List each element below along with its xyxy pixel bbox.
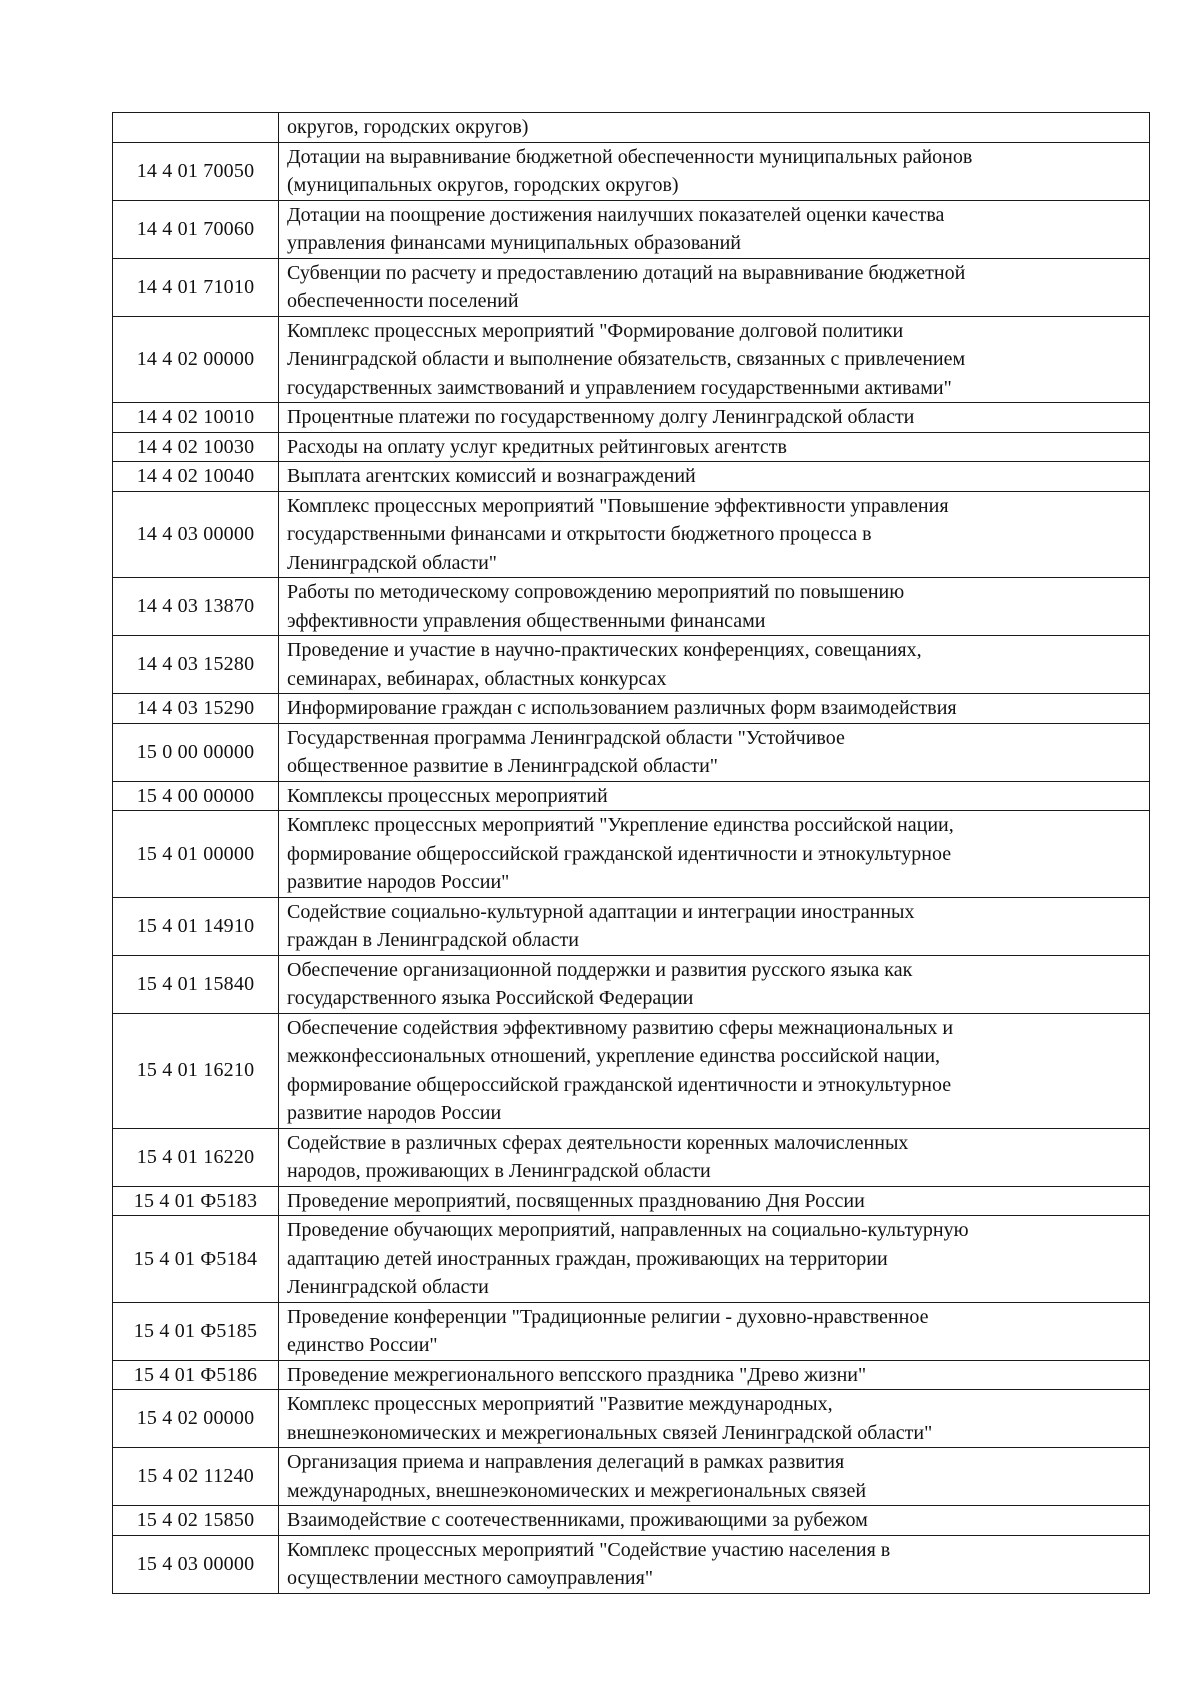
description-line: развитие народов России" <box>287 871 510 893</box>
classification-code: 14 4 03 00000 <box>113 491 279 578</box>
expense-description <box>279 636 1150 694</box>
description-line: Комплекс процессных мероприятий "Формирование долговой политики <box>287 319 904 342</box>
description-line: межконфессиональных отношений, укрепление единства российской нации, <box>287 1045 941 1067</box>
description-line: Комплексы процессных мероприятий <box>287 784 608 807</box>
description-line: обеспеченности поселений <box>287 290 519 312</box>
classification-code: 15 4 02 00000 <box>113 1390 279 1448</box>
table-row <box>113 1360 1150 1390</box>
classification-code: 15 4 02 15850 <box>113 1506 279 1536</box>
table-row <box>113 462 1150 492</box>
description-line: управления финансами муниципальных образований <box>287 232 741 254</box>
classification-code: 15 4 01 Ф5186 <box>113 1360 279 1390</box>
table-row <box>113 781 1150 811</box>
classification-code: 15 4 00 00000 <box>113 781 279 811</box>
expense-description <box>279 1390 1150 1448</box>
classification-code: 15 0 00 00000 <box>113 723 279 781</box>
classification-code: 14 4 02 10010 <box>113 403 279 433</box>
table-row <box>113 694 1150 724</box>
description-line: Расходы на оплату услуг кредитных рейтинговых агентств <box>287 435 787 458</box>
classification-code: 15 4 01 00000 <box>113 811 279 898</box>
classification-code: 14 4 01 71010 <box>113 258 279 316</box>
description-line: Проведение и участие в научно-практических конференциях, совещаниях, <box>287 639 922 661</box>
expense-description <box>279 113 1150 143</box>
table-row <box>113 491 1150 578</box>
expense-description <box>279 432 1150 462</box>
description-line: Обеспечение содействия эффективному развитию сферы межнациональных и <box>287 1016 954 1039</box>
classification-code: 15 4 02 11240 <box>113 1448 279 1506</box>
table-row <box>113 1390 1150 1448</box>
expense-description <box>279 1302 1150 1360</box>
classification-code: 14 4 03 15280 <box>113 636 279 694</box>
table-row <box>113 1506 1150 1536</box>
description-line: Работы по методическому сопровождению мероприятий по повышению <box>287 581 905 603</box>
classification-code: 15 4 01 14910 <box>113 897 279 955</box>
expense-description <box>279 811 1150 898</box>
table-row <box>113 1302 1150 1360</box>
description-line: общественное развитие в Ленинградской области" <box>287 755 718 777</box>
description-line: эффективности управления общественными финансами <box>287 609 766 632</box>
classification-code: 15 4 01 16220 <box>113 1128 279 1186</box>
description-line: Ленинградской области" <box>287 551 497 574</box>
expense-description <box>279 316 1150 403</box>
description-line: Комплекс процессных мероприятий "Повышение эффективности управления <box>287 494 949 517</box>
expense-description <box>279 1186 1150 1216</box>
expense-description <box>279 1448 1150 1506</box>
classification-code: 14 4 03 13870 <box>113 578 279 636</box>
expense-description <box>279 723 1150 781</box>
table-row <box>113 1186 1150 1216</box>
description-line: Дотации на выравнивание бюджетной обеспеченности муниципальных районов <box>287 145 973 168</box>
expense-description <box>279 258 1150 316</box>
table-row <box>113 258 1150 316</box>
description-line: Проведение межрегионального вепсского праздника "Древо жизни" <box>287 1363 867 1386</box>
description-line: адаптацию детей иностранных граждан, проживающих на территории <box>287 1247 888 1270</box>
classification-code: 15 4 01 Ф5185 <box>113 1302 279 1360</box>
description-line: граждан в Ленинградской области <box>287 929 579 951</box>
table-row <box>113 1128 1150 1186</box>
description-line: Комплекс процессных мероприятий "Содействие участию населения в <box>287 1538 891 1561</box>
description-line: (муниципальных округов, городских округов) <box>287 174 679 196</box>
description-line: Проведение мероприятий, посвященных празднованию Дня России <box>287 1189 865 1212</box>
classification-code: 14 4 01 70050 <box>113 142 279 200</box>
classification-code: 14 4 01 70060 <box>113 200 279 258</box>
description-line: народов, проживающих в Ленинградской области <box>287 1160 711 1182</box>
description-line: Проведение конференции "Традиционные религии - духовно-нравственное <box>287 1305 929 1328</box>
classification-code: 15 4 01 Ф5184 <box>113 1216 279 1303</box>
expense-description <box>279 897 1150 955</box>
description-line: Организация приема и направления делегаций в рамках развития <box>287 1451 845 1473</box>
description-line: Ленинградской области <box>287 1276 489 1298</box>
budget-classification-table <box>112 112 1150 1594</box>
classification-code: 14 4 02 10040 <box>113 462 279 492</box>
description-line: государственных заимствований и управлением государственными активами" <box>287 376 952 399</box>
description-line: Комплекс процессных мероприятий "Развитие международных, <box>287 1393 833 1415</box>
classification-code: 14 4 03 15290 <box>113 694 279 724</box>
description-line: Дотации на поощрение достижения наилучших показателей оценки качества <box>287 203 945 226</box>
table-row <box>113 578 1150 636</box>
table-row <box>113 811 1150 898</box>
expense-description <box>279 142 1150 200</box>
expense-description <box>279 1216 1150 1303</box>
expense-description <box>279 403 1150 433</box>
classification-code: 15 4 01 16210 <box>113 1013 279 1128</box>
description-line: Обеспечение организационной поддержки и развития русского языка как <box>287 958 913 981</box>
expense-description <box>279 1506 1150 1536</box>
description-line: Взаимодействие с соотечественниками, проживающими за рубежом <box>287 1509 868 1531</box>
expense-description <box>279 1013 1150 1128</box>
table-row <box>113 113 1150 143</box>
table-row <box>113 955 1150 1013</box>
table-body <box>113 113 1150 1594</box>
table-row <box>113 142 1150 200</box>
table-row <box>113 1535 1150 1593</box>
description-line: Содействие социально-культурной адаптации и интеграции иностранных <box>287 900 915 923</box>
description-line: округов, городских округов) <box>287 116 529 138</box>
expense-description <box>279 955 1150 1013</box>
classification-code <box>113 113 279 143</box>
description-line: развитие народов России <box>287 1102 502 1124</box>
classification-code: 14 4 02 10030 <box>113 432 279 462</box>
table-row <box>113 1013 1150 1128</box>
expense-description <box>279 781 1150 811</box>
classification-code: 15 4 01 15840 <box>113 955 279 1013</box>
expense-description <box>279 1360 1150 1390</box>
description-line: Субвенции по расчету и предоставлению дотаций на выравнивание бюджетной <box>287 261 966 284</box>
expense-description <box>279 1535 1150 1593</box>
description-line: семинарах, вебинарах, областных конкурсах <box>287 667 667 690</box>
description-line: Информирование граждан с использованием различных форм взаимодействия <box>287 697 957 719</box>
expense-description <box>279 462 1150 492</box>
expense-description <box>279 578 1150 636</box>
expense-description <box>279 491 1150 578</box>
description-line: осуществлении местного самоуправления" <box>287 1567 653 1589</box>
description-line: формирование общероссийской гражданской идентичности и этнокультурное <box>287 842 952 865</box>
description-line: Ленинградской области и выполнение обязательств, связанных с привлечением <box>287 348 966 370</box>
table-row <box>113 636 1150 694</box>
description-line: Проведение обучающих мероприятий, направленных на социально-культурную <box>287 1219 969 1241</box>
table-row <box>113 200 1150 258</box>
expense-description <box>279 694 1150 724</box>
description-line: Комплекс процессных мероприятий "Укрепление единства российской нации, <box>287 814 954 836</box>
table-row <box>113 1216 1150 1303</box>
table-row <box>113 403 1150 433</box>
table-row <box>113 316 1150 403</box>
description-line: внешнеэкономических и межрегиональных связей Ленинградской области" <box>287 1421 933 1444</box>
description-line: единство России" <box>287 1334 438 1356</box>
description-line: Выплата агентских комиссий и вознаграждений <box>287 465 696 487</box>
description-line: международных, внешнеэкономических и межрегиональных связей <box>287 1479 867 1502</box>
classification-code: 15 4 03 00000 <box>113 1535 279 1593</box>
description-line: Государственная программа Ленинградской области "Устойчивое <box>287 726 845 749</box>
description-line: Процентные платежи по государственному долгу Ленинградской области <box>287 406 915 428</box>
description-line: Содействие в различных сферах деятельности коренных малочисленных <box>287 1131 909 1154</box>
expense-description <box>279 200 1150 258</box>
table-row <box>113 1448 1150 1506</box>
description-line: формирование общероссийской гражданской идентичности и этнокультурное <box>287 1073 952 1096</box>
table-row <box>113 897 1150 955</box>
description-line: государственного языка Российской Федерации <box>287 987 694 1009</box>
description-line: государственными финансами и открытости бюджетного процесса в <box>287 523 872 545</box>
table-row <box>113 432 1150 462</box>
classification-code: 14 4 02 00000 <box>113 316 279 403</box>
expense-description <box>279 1128 1150 1186</box>
classification-code: 15 4 01 Ф5183 <box>113 1186 279 1216</box>
table-row <box>113 723 1150 781</box>
